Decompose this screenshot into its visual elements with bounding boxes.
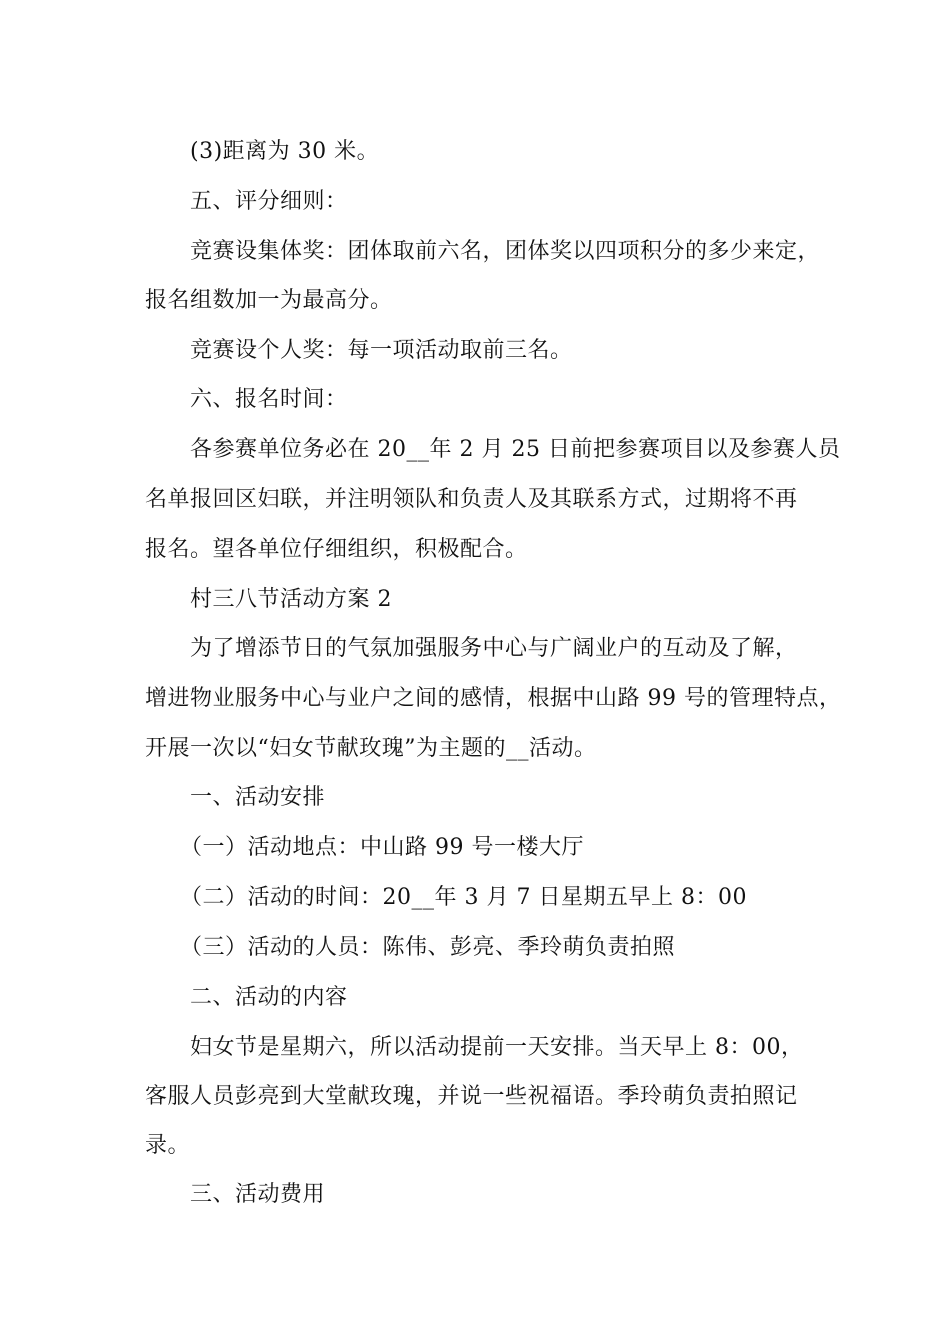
section-heading: 六、报名时间： — [190, 387, 348, 412]
text-line: 竞赛设个人奖：每一项活动取前三名。 — [190, 338, 573, 363]
text-line: 为了增添节日的气氛加强服务中心与广阔业户的互动及了解， — [190, 636, 798, 661]
section-heading: 二、活动的内容 — [190, 985, 348, 1010]
text-line: 报名。望各单位仔细组织，积极配合。 — [145, 537, 528, 562]
document-subtitle: 村三八节活动方案 2 — [190, 587, 392, 612]
text-line: 妇女节是星期六，所以活动提前一天安排。当天早上 8：00， — [190, 1035, 804, 1060]
text-line: 录。 — [145, 1133, 191, 1158]
section-heading: 一、活动安排 — [190, 785, 326, 810]
text-line: 报名组数加一为最高分。 — [145, 288, 393, 313]
section-heading: 三、活动费用 — [190, 1182, 326, 1207]
text-line: 竞赛设集体奖：团体取前六名，团体奖以四项积分的多少来定， — [190, 239, 821, 264]
section-heading: 五、评分细则： — [190, 189, 348, 214]
text-line: 名单报回区妇联，并注明领队和负责人及其联系方式，过期将不再 — [145, 487, 798, 512]
text-line: (3)距离为 30 米。 — [190, 139, 380, 164]
list-item: （三）活动的人员：陈伟、彭亮、季玲萌负责拍照 — [180, 935, 676, 960]
text-line: 各参赛单位务必在 20__年 2 月 25 日前把参赛项目以及参赛人员 — [190, 437, 841, 462]
list-item: （二）活动的时间：20__年 3 月 7 日星期五早上 8：00 — [180, 885, 747, 910]
text-line: 客服人员彭亮到大堂献玫瑰，并说一些祝福语。季玲萌负责拍照记 — [145, 1084, 798, 1109]
text-line: 增进物业服务中心与业户之间的感情，根据中山路 99 号的管理特点， — [145, 686, 842, 711]
text-line: 开展一次以“妇女节献玫瑰”为主题的__活动。 — [145, 736, 597, 761]
list-item: （一）活动地点：中山路 99 号一楼大厅 — [180, 835, 584, 860]
